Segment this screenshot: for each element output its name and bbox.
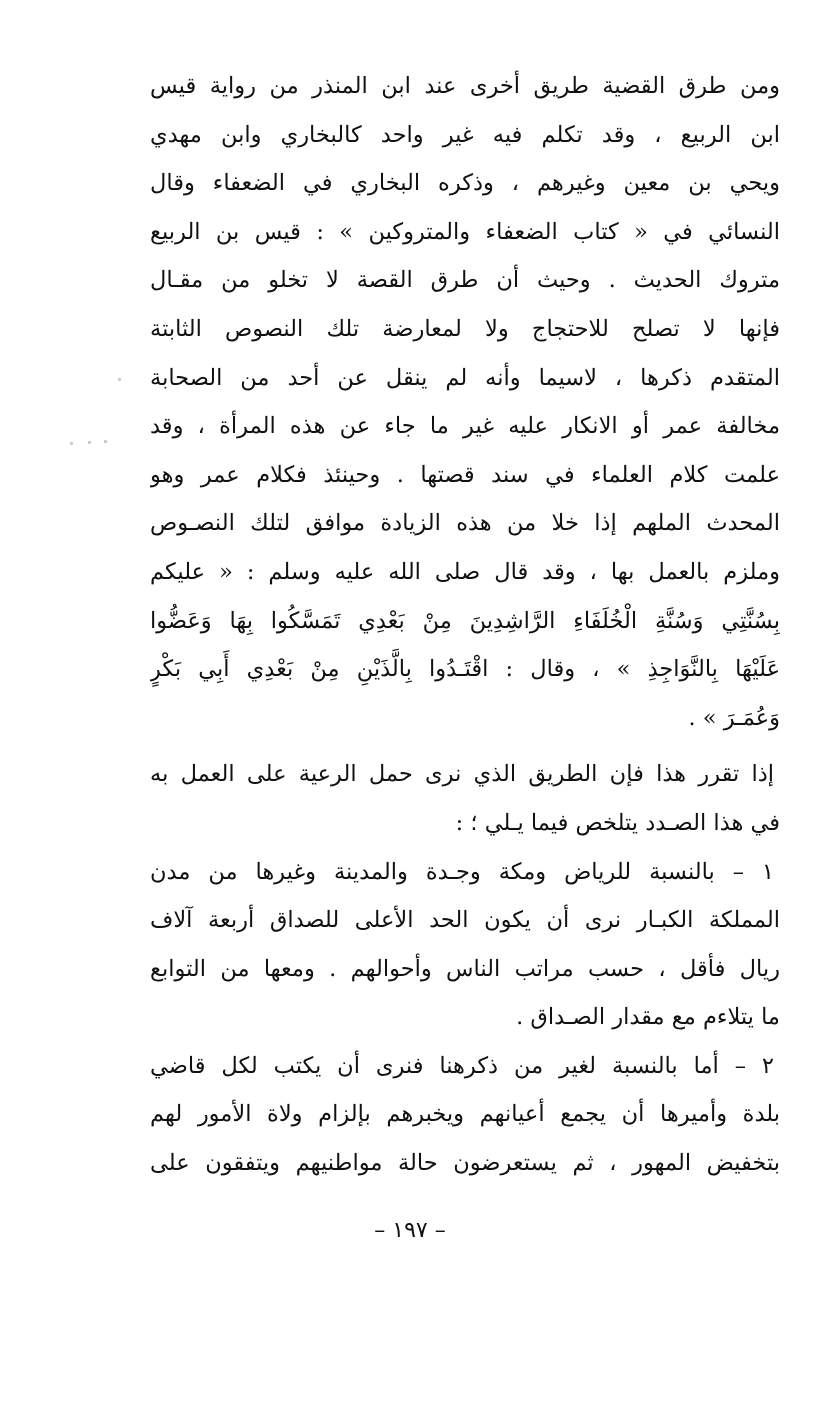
text-line: ما يتلاءم مع مقدار الصـداق .: [516, 1004, 780, 1031]
hadith-quote-line: وَعُمَـرَ » .: [688, 704, 780, 731]
text-line: المملكة الكبـار نرى أن يكون الحد الأعلى للصداق أربعة آلاف: [150, 907, 780, 934]
text-line: ريال فأقل ، حسب مراتب الناس وأحوالهم . ومعها من التوابع: [150, 955, 780, 982]
text-line: فإنها لا تصلح للاحتجاج ولا لمعارضة تلك النصوص الثابتة: [150, 315, 780, 342]
text-line: ابن الربيع ، وقد تكلم فيه غير واحد كالبخاري وابن مهدي: [150, 121, 780, 148]
text-line: النسائي في « كتاب الضعفاء والمتروكين » : قيس بن الربيع: [150, 218, 780, 245]
page-number: – ١٩٧ –: [374, 1218, 446, 1243]
paragraph-1: [150, 62, 780, 742]
scan-speck: [88, 441, 91, 444]
scan-speck: [104, 440, 107, 443]
text-line: بلدة وأميرها أن يجمع أعيانهم ويخبرهم بإلزام ولاة الأمور لهم: [150, 1101, 780, 1128]
paragraph-3-numbered-item-1: [150, 848, 780, 1042]
paragraph-4-numbered-item-2: [150, 1042, 780, 1188]
text-line: متروك الحديث . وحيث أن طرق القصة لا تخلو من مقـال: [150, 267, 780, 294]
scan-speck: [118, 378, 121, 381]
text-line: مخالفة عمر أو الانكار عليه غير ما جاء عن هذه المرأة ، وقد: [150, 413, 780, 440]
hadith-quote-line: بِسُنَّتِي وَسُنَّةِ الْخُلَفَاءِ الرَّاشِدِينَ مِنْ بَعْدِي تَمَسَّكُوا بِهَا وَعَضُّوا: [150, 607, 780, 634]
hadith-quote-line: عَلَيْهَا بِالنَّوَاجِذِ » ، وقال : اقْتَـدُوا بِالَّذَيْنِ مِنْ بَعْدِي أَبِي بَكْرٍ: [150, 656, 780, 683]
text-line: ٢ – أما بالنسبة لغير من ذكرهنا فنرى أن يكتب لكل قاضي: [150, 1052, 774, 1079]
text-line: ويحي بن معين وغيرهم ، وذكره البخاري في الضعفاء وقال: [150, 170, 780, 197]
text-line: في هذا الصـدد يتلخص فيما يـلي ؛ :: [455, 809, 780, 836]
text-line: علمت كلام العلماء في سند قصتها . وحينئذ فكلام عمر وهو: [150, 461, 780, 488]
body-text: [150, 62, 780, 1188]
text-line: المحدث الملهم إذا خلا من هذه الزيادة موافق لتلك النصـوص: [150, 510, 780, 537]
scan-speck: [70, 442, 73, 445]
text-line: المتقدم ذكرها ، لاسيما وأنه لم ينقل عن أحد من الصحابة: [150, 364, 780, 391]
text-line: ومن طرق القضية طريق أخرى عند ابن المنذر من رواية قيس: [150, 73, 780, 99]
paragraph-2: [150, 750, 780, 847]
text-line: إذا تقرر هذا فإن الطريق الذي نرى حمل الرعية على العمل به: [150, 761, 774, 788]
text-line: وملزم بالعمل بها ، وقد قال صلى الله عليه وسلم : « عليكم: [150, 558, 780, 585]
text-line: بتخفيض المهور ، ثم يستعرضون حالة مواطنيهم ويتفقون على: [150, 1150, 780, 1177]
text-line: ١ – بالنسبة للرياض ومكة وجـدة والمدينة وغيرها من مدن: [150, 858, 774, 885]
